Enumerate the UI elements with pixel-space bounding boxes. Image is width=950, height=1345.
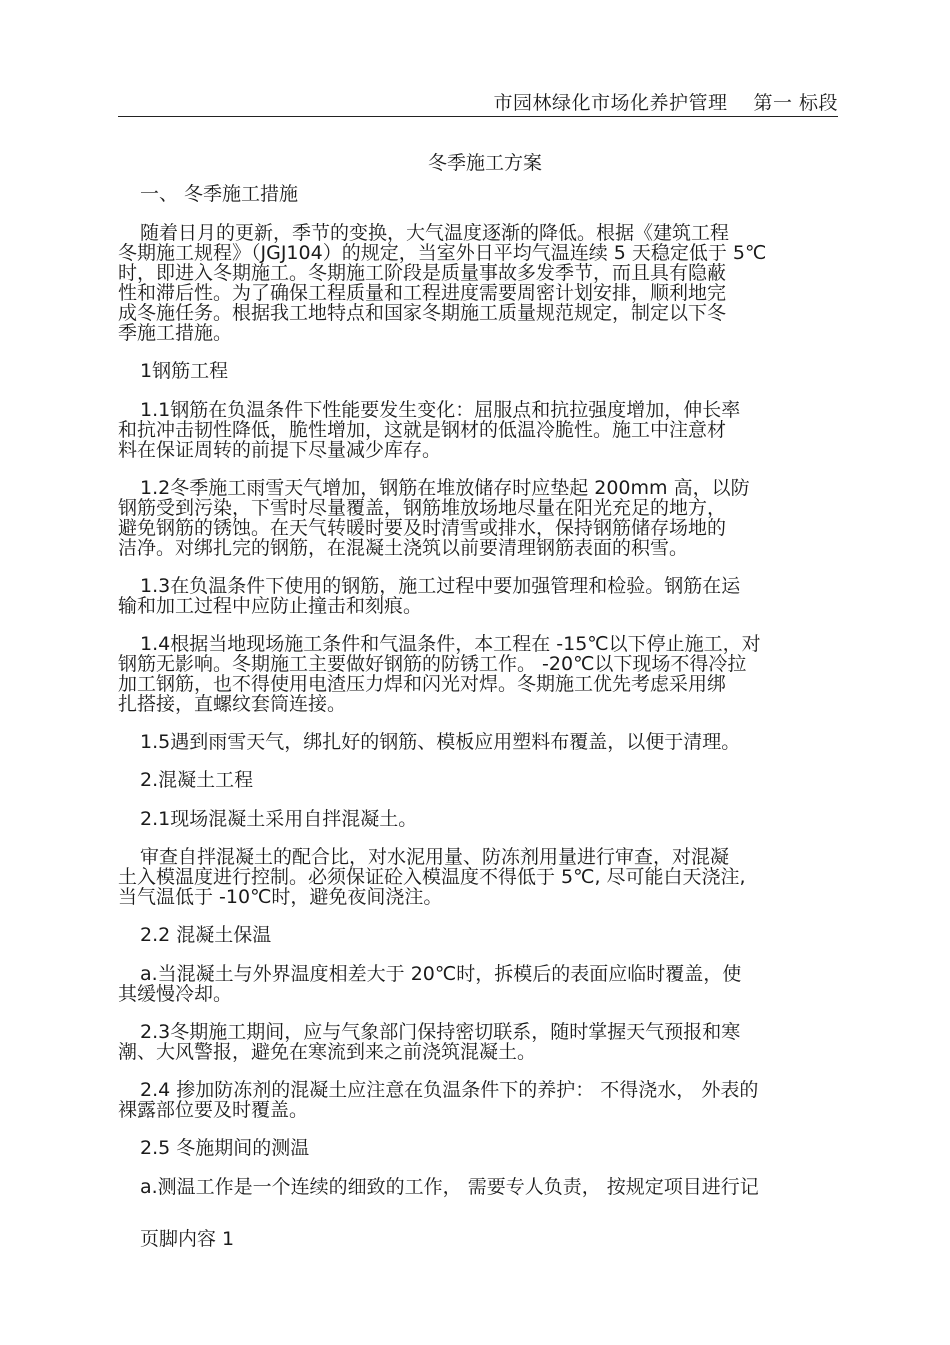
document-title: 冬季施工方案 xyxy=(427,152,542,174)
paragraph-1-1: 1.1钢筋在负温条件下性能要发生变化：屈服点和抗拉强度增加，伸长率 和抗冲击韧性降低，脆性增加，这就是钢材的低温冷脆性。施工中注意材 料在保证周转的前提下尽量减少库存。 xyxy=(118,400,741,460)
heading-2-2: 2.2 混凝土保温 xyxy=(140,924,272,946)
paragraph-1-4: 1.4根据当地现场施工条件和气温条件，本工程在 -15℃以下停止施工，对 钢筋无影响。冬期施工主要做好钢筋的防锈工作。 -20℃以下现场不得冷拉 加工钢筋，也不得使用电渣压力焊和闪光对焊。冬期施工优先考虑采用绑 扎搭接，直螺纹套筒连接。 xyxy=(118,634,761,714)
paragraph-line: 随着日月的更新，季节的变换，大气温度逐渐的降低。根据《建筑工程 xyxy=(140,223,730,243)
paragraph-1-5: 1.5遇到雨雪天气，绑扎好的钢筋、模板应用塑料布覆盖，以便于清理。 xyxy=(140,731,741,753)
paragraph-2-2a: a.当混凝土与外界温度相差大于 20℃时，拆模后的表面应临时覆盖，使 其缓慢冷却。 xyxy=(118,964,742,1004)
heading-2-5: 2.5 冬施期间的测温 xyxy=(140,1137,310,1159)
paragraph-line: 性和滞后性。为了确保工程质量和工程进度需要周密计划安排，顺利地完 xyxy=(118,283,727,303)
intro-paragraph xyxy=(118,223,838,343)
paragraph-line: 冬期施工规程》（JGJ104）的规定，当室外日平均气温连续 5 天稳定低于 5℃ xyxy=(118,243,767,263)
paragraph-1-3: 1.3在负温条件下使用的钢筋，施工过程中要加强管理和检验。钢筋在运 输和加工过程中应防止撞击和刻痕。 xyxy=(118,576,741,616)
paragraph-2-1b: 审查自拌混凝土的配合比，对水泥用量、防冻剂用量进行审查，对混凝 土入模温度进行控制。必须保证砼入模温度不得低于 5℃, 尽可能白天浇注, 当气温低于 -10℃时，避免夜间浇注。 xyxy=(118,847,746,907)
section-heading-1: 一、 冬季施工措施 xyxy=(140,183,299,205)
paragraph-2-3: 2.3冬期施工期间，应与气象部门保持密切联系，随时掌握天气预报和寒 潮、大风警报，避免在寒流到来之前浇筑混凝土。 xyxy=(118,1022,741,1062)
header-text xyxy=(493,88,838,115)
heading-concrete: 2.混凝土工程 xyxy=(140,769,254,791)
paragraph-line: 季施工措施。 xyxy=(118,323,233,343)
heading-rebar: 1钢筋工程 xyxy=(140,360,229,382)
paragraph-2-1: 2.1现场混凝土采用自拌混凝土。 xyxy=(140,808,418,830)
document-body xyxy=(118,184,838,1215)
header-project-name: 市园林绿化市场化养护管理 xyxy=(493,92,728,114)
page-header xyxy=(118,86,838,117)
paragraph-2-5a: a.测温工作是一个连续的细致的工作， 需要专人负责， 按规定项目进行记 xyxy=(140,1176,759,1198)
paragraph-line: 成冬施任务。根据我工地特点和国家冬期施工质量规范规定，制定以下冬 xyxy=(118,303,727,323)
paragraph-2-4: 2.4 掺加防冻剂的混凝土应注意在负温条件下的养护： 不得浇水， 外表的 裸露部位要及时覆盖。 xyxy=(118,1080,759,1120)
paragraph-1-2: 1.2冬季施工雨雪天气增加，钢筋在堆放储存时应垫起 200mm 高，以防 钢筋受到污染，下雪时尽量覆盖，钢筋堆放场地尽量在阳光充足的地方， 避免钢筋的锈蚀。在天气转暖时要及时清雪或排水，保持钢筋储存场地的 洁净。对绑扎完的钢筋，在混凝土浇筑以前要清理钢筋表面的积雪。 xyxy=(118,478,750,558)
paragraph-line: 时，即进入冬期施工。冬期施工阶段是质量事故多发季节，而且具有隐蔽 xyxy=(118,263,727,283)
page-footer: 页脚内容 1 xyxy=(140,1228,235,1250)
header-section-label: 第一 标段 xyxy=(753,92,838,114)
